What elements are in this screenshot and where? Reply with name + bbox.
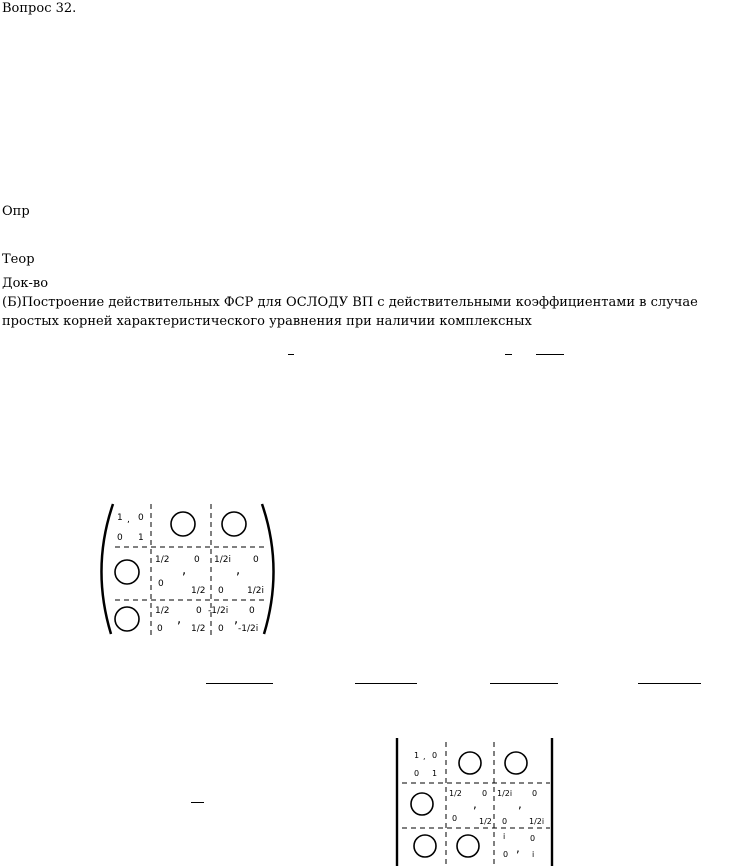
zero-block-circle — [411, 793, 433, 815]
zero-block-circle — [459, 752, 481, 774]
matrix-cell: -1/2i — [208, 606, 229, 616]
matrix-dots: , — [518, 797, 522, 811]
right-paren — [262, 504, 274, 634]
matrix-cell: 1/2 — [191, 586, 206, 596]
section-paragraph: (Б)Построение действительных ФСР для ОСЛОДУ ВП с действительными коэффициентами в случае простых корней характеристического уравнения при наличии комплексных — [2, 295, 698, 329]
matrix-cell: 0 — [452, 814, 458, 823]
formula-fraction-bar — [638, 683, 701, 684]
matrix-cell: 0 — [138, 513, 144, 523]
page-heading: Вопрос 32. — [2, 1, 77, 16]
matrix-dots: , — [177, 612, 182, 627]
matrix-cell: , — [423, 752, 426, 761]
zero-block-circle — [414, 835, 436, 857]
matrix-cell: 1 — [414, 751, 420, 760]
matrix-cell: 0 — [530, 834, 536, 843]
formula-fraction-bar — [536, 354, 564, 355]
proof-label: Док-во — [2, 276, 49, 291]
definition-label: Опр — [2, 204, 30, 219]
matrix-cell: 1/2i — [214, 555, 231, 565]
matrix-cell: 0 — [502, 817, 508, 826]
formula-fraction-bar — [490, 683, 558, 684]
formula-fraction-bar — [355, 683, 417, 684]
zero-block-circle — [457, 835, 479, 857]
matrix-cell: 1 — [432, 769, 438, 778]
matrix-cell: 0 — [253, 555, 259, 565]
matrix-cell: 0 — [196, 606, 202, 616]
formula-bar — [505, 354, 512, 355]
matrix-dots: , — [236, 563, 241, 578]
formula-fraction-bar — [206, 683, 273, 684]
matrix-cell: i — [532, 850, 535, 859]
matrix-cell: 0 — [157, 624, 163, 634]
matrix-cell: , — [127, 515, 130, 525]
matrix-cell: 0 — [249, 606, 255, 616]
matrix-cell: 1/2 — [191, 624, 206, 634]
formula-bar — [288, 354, 294, 355]
matrix-cell: 0 — [482, 789, 488, 798]
matrix-cell: 0 — [194, 555, 200, 565]
matrix-cell: 0 — [218, 586, 224, 596]
matrix-dots: , — [182, 563, 187, 578]
zero-block-circle — [505, 752, 527, 774]
matrix-cell: 1/2 — [449, 789, 462, 798]
matrix-cell: 1/2i — [529, 817, 545, 826]
matrix-cell: 1 — [117, 513, 123, 523]
matrix-cell: 0 — [532, 789, 538, 798]
formula-bar — [191, 802, 204, 803]
zero-block-circle — [222, 512, 246, 536]
matrix-cell: 1/2 — [155, 555, 170, 565]
matrix-cell: 0 — [218, 624, 224, 634]
matrix-cell: 1/2 — [479, 817, 492, 826]
matrix-cell: 1/2i — [247, 586, 264, 596]
matrix-dots: , — [516, 841, 520, 855]
left-paren — [101, 504, 113, 634]
matrix-cell: 0 — [503, 850, 509, 859]
matrix-cell: -1/2i — [238, 624, 259, 634]
block-matrix-2 — [394, 738, 556, 866]
matrix-cell: 1/2i — [497, 789, 513, 798]
matrix-cell: 0 — [414, 769, 420, 778]
matrix-cell: 0 — [158, 579, 164, 589]
zero-block-circle — [115, 560, 139, 584]
matrix-dots: , — [234, 612, 239, 627]
matrix-cell: i — [503, 832, 506, 841]
zero-block-circle — [171, 512, 195, 536]
matrix-cell: 1/2 — [155, 606, 170, 616]
theorem-label: Теор — [2, 252, 35, 267]
matrix-dots: , — [473, 797, 477, 811]
matrix-cell: 0 — [432, 751, 438, 760]
matrix-cell: 1 — [138, 533, 144, 543]
matrix-cell: 0 — [117, 533, 123, 543]
block-matrix-1 — [95, 500, 280, 640]
zero-block-circle — [115, 607, 139, 631]
